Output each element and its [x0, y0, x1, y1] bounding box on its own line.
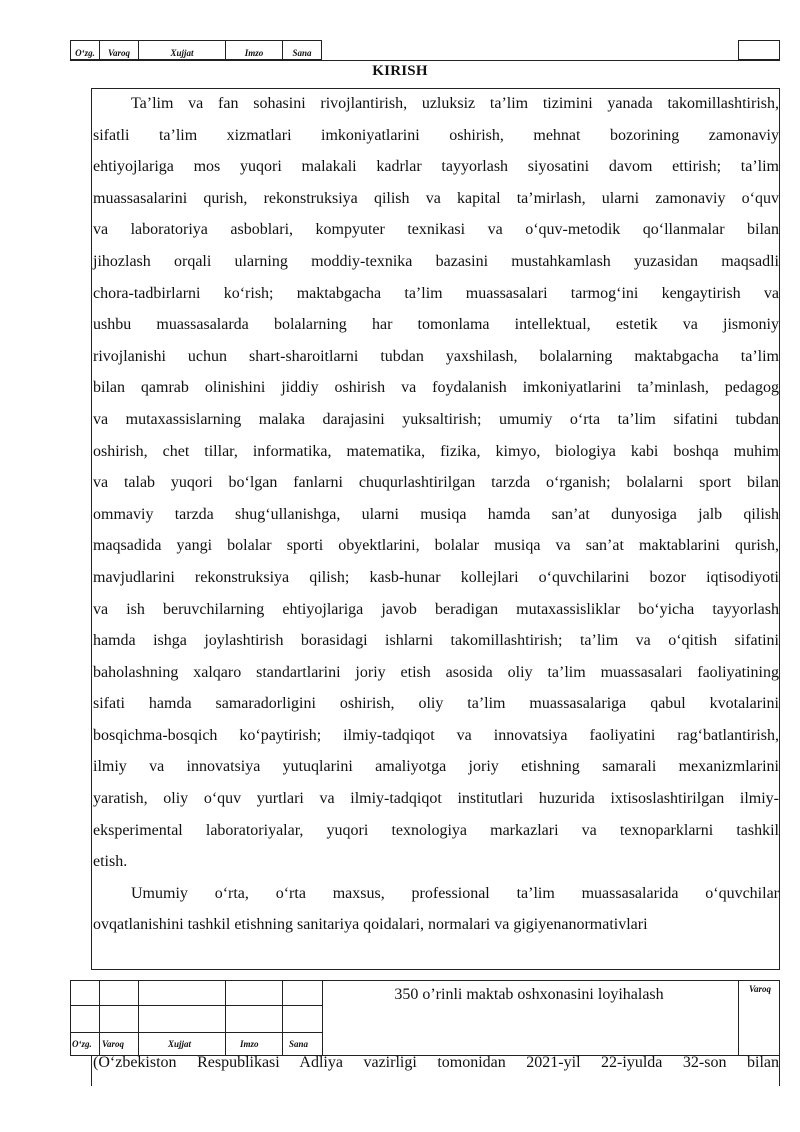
stamp-line — [70, 1005, 323, 1006]
text-line: muassasalarini qurish, rekonstruksiya qilish va kapital ta’mirlash, ularni zamonaviy o‘quv — [93, 189, 779, 207]
text-line: Ta’lim va fan sohasini rivojlantirish, uzluksiz ta’lim tizimini yanada takomillashtirish, — [131, 95, 779, 112]
stamp-line — [282, 980, 283, 1056]
stamp-line — [225, 980, 226, 1056]
text-line: rivojlanishi uchun shart-sharoitlarni tubdan yaxshilash, bolalarning maktabgacha ta’lim — [93, 347, 779, 365]
top-stamp-row — [70, 40, 780, 62]
text-line: hamda ishga joylashtirish borasidagi ishlarni takomillashtirish; ta’lim va o‘qitish sifatini — [93, 632, 779, 650]
stamp-line — [99, 980, 100, 1056]
text-line: va talab yuqori bo‘lgan fanlarni chuqurlashtirilgan tarzda o‘rganish; bolalarni sport bilan — [93, 474, 779, 492]
top-stamp-imzo: Imzo — [225, 40, 283, 60]
sheet-label: Varoq — [749, 984, 772, 994]
text-line: mavjudlarini rekonstruksiya qilish; kasb-hunar kollejlari o‘quvchilarini bozor iqtisodiyoti — [93, 568, 779, 586]
text-line: sifatli ta’lim xizmatlari imkoniyatlarini oshirish, mehnat bozorining zamonaviy — [93, 126, 779, 144]
page-title: KIRISH — [372, 63, 428, 79]
text-line: oshirish, chet tillar, informatika, matematika, fizika, kimyo, biologiya kabi boshqa muhim — [93, 442, 779, 460]
top-stamp-sana: Sana — [282, 40, 322, 60]
text-line: ushbu muassasalarda bolalarning har tomonlama intellektual, estetik va jismoniy — [93, 316, 779, 334]
stamp-label-imzo: Imzo — [240, 1039, 259, 1049]
top-stamp-ozg: O‘zg. — [70, 40, 100, 60]
text-line: va laboratoriya asboblari, kompyuter texnikasi va o‘quv-metodik qo‘llanmalar bilan — [93, 221, 779, 239]
text-line: ovqatlanishini tashkil etishning sanitariya qoidalari, normalari va gigiyenanormativlari — [93, 916, 648, 934]
continuation-text: (O‘zbekiston Respublikasi Adliya vazirligi tomonidan 2021-yil 22-iyulda 32-son bilan — [93, 1054, 779, 1071]
text-line: etish. — [93, 853, 128, 871]
stamp-line — [70, 980, 71, 1056]
stamp-line — [70, 980, 780, 981]
text-line: va ish beruvchilarning ehtiyojlariga javob beradigan mutaxassisliklar bo‘yicha tayyorlash — [93, 600, 779, 618]
stamp-line — [779, 980, 780, 1056]
top-stamp-sheet-box — [738, 40, 780, 60]
body-text — [93, 88, 779, 941]
stamp-label-ozg: O‘zg. — [72, 1039, 92, 1049]
text-line: eksperimental laboratoriyalar, yuqori texnologiya markazlari va texnoparklarni tashkil — [93, 821, 779, 839]
text-line: ehtiyojlariga mos yuqori malakali kadrlar tayyorlash siyosatini davom ettirish; ta’lim — [93, 158, 779, 176]
stamp-line — [70, 1032, 323, 1033]
text-line: maqsadida yangi bolalar sporti obyektlarini, bolalar musiqa va san’at maktablarini qurish, — [93, 537, 779, 555]
continuation-frame-right — [779, 1056, 780, 1086]
text-line: ommaviy tarzda shug‘ullanishga, ularni musiqa hamda san’at dunyosiga jalb qilish — [93, 505, 779, 523]
text-line: bosqichma-bosqich ko‘paytirish; ilmiy-tadqiqot va innovatsiya faoliyatini rag‘batlantirish, — [93, 726, 779, 744]
text-line: yaratish, oliy o‘quv yurtlari va ilmiy-tadqiqot institutlari huzurida ixtisoslashtirilgan ilmiy- — [93, 790, 779, 808]
stamp-label-varoq: Varoq — [102, 1039, 125, 1049]
text-line: ilmiy va innovatsiya yutuqlarini amaliyotga joriy etishning samarali mexanizmlarini — [93, 758, 779, 776]
top-stamp-xujjat: Xujjat — [138, 40, 226, 60]
text-line: chora-tadbirlarni ko‘rish; maktabgacha ta’lim muassasalari tarmog‘ini kengaytirish va — [93, 284, 779, 302]
stamp-line — [738, 980, 739, 1056]
stamp-label-xujjat: Xujjat — [168, 1039, 192, 1049]
top-stamp-varoq: Varoq — [99, 40, 139, 60]
text-line: sifati hamda samaradorligini oshirish, oliy ta’lim muassasalariga qabul kvotalarini — [93, 695, 779, 713]
text-line: va mutaxassislarning malaka darajasini yuksaltirish; umumiy o‘rta ta’lim sifatini tubdan — [93, 410, 779, 428]
title-block — [70, 980, 780, 1056]
stamp-line — [138, 980, 139, 1056]
top-stamp-baseline — [70, 60, 780, 61]
continuation-frame-left — [91, 1056, 92, 1086]
text-line: baholashning xalqaro standartlarini joriy etish asosida oliy ta’lim muassasalari faoliyatining — [93, 663, 779, 681]
text-line: Umumiy o‘rta, o‘rta maxsus, professional ta’lim muassasalarida o‘quvchilar — [131, 884, 779, 902]
document-title: 350 o’rinli maktab oshxonasini loyihalash — [394, 986, 664, 1003]
text-line: jihozlash orqali ularning moddiy-texnika bazasini mustahkamlash yuzasidan maqsadli — [93, 252, 779, 270]
text-line: bilan qamrab olinishini jiddiy oshirish va foydalanish imkoniyatlarini ta’minlash, pedagog — [93, 379, 779, 397]
stamp-label-sana: Sana — [289, 1039, 309, 1049]
